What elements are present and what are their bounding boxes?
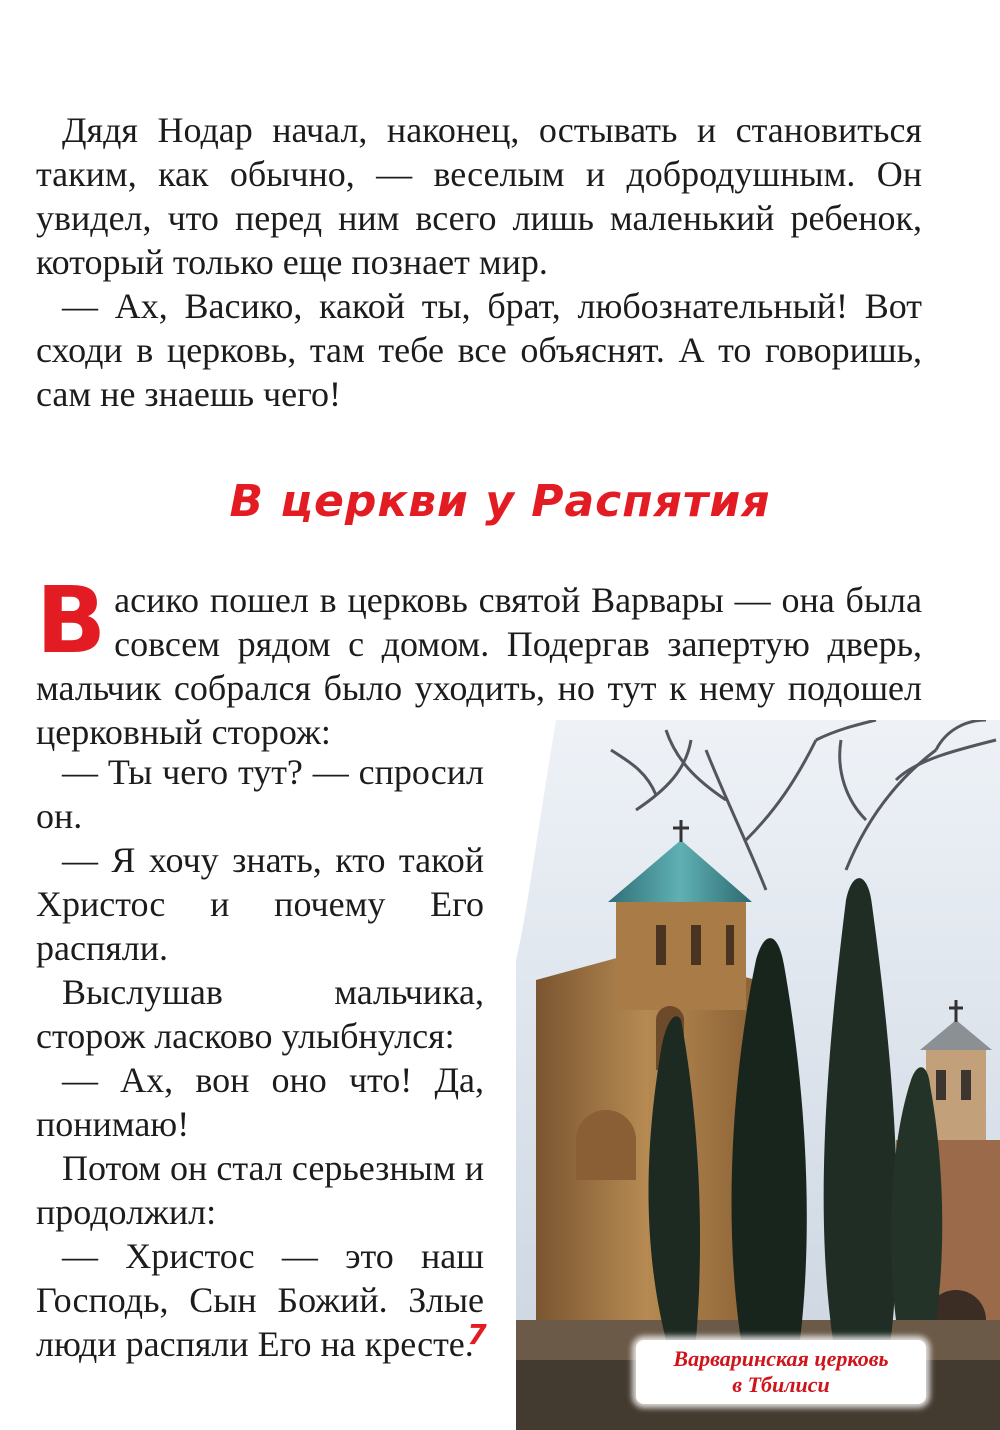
dialogue-paragraph: — Христос — это наш Господь, Сын Божий. Злые люди распяли Его на кресте. — [36, 1236, 484, 1364]
dialogue-paragraph: — Ты чего тут? — спросил он. — [36, 752, 484, 836]
intro-paragraph: Дядя Нодар начал, наконец, остывать и становиться таким, как обычно, — веселым и добродушным. Он увидел, что перед ним всего лишь маленький ребенок, который только еще познает мир. — [36, 110, 922, 282]
dialogue-column — [36, 750, 484, 1366]
caption-line: Варваринская церковь — [673, 1346, 889, 1371]
page-number: 7 — [467, 1318, 487, 1351]
caption-line: в Тбилиси — [732, 1372, 830, 1397]
dialogue-paragraph: — Ах, вон оно что! Да, понимаю! — [36, 1060, 484, 1144]
photo-caption — [636, 1340, 926, 1404]
section-heading: В церкви у Распятия — [229, 476, 771, 527]
intro-paragraph: — Ах, Васико, какой ты, брат, любознательный! Вот сходи в церковь, там тебе все объяснят. А то говоришь, сам не знаешь чего! — [36, 286, 922, 414]
intro-text — [36, 108, 922, 416]
church-illustration — [516, 720, 1000, 1430]
opening-paragraph-text: асико пошел в церковь святой Варвары — она была совсем рядом с домом. Подергав запертую дверь, мальчик собрался было уходить, но тут к нему подошел церковный сторож: — [36, 580, 922, 752]
dialogue-paragraph: Потом он стал серьезным и продолжил: — [36, 1148, 484, 1232]
dialogue-paragraph: — Я хочу знать, кто такой Христос и почему Его распяли. — [36, 840, 484, 968]
drop-cap: В — [36, 567, 107, 674]
church-photo — [516, 720, 1000, 1430]
dialogue-paragraph: Выслушав мальчика, сторож ласково улыбнулся: — [36, 972, 484, 1056]
